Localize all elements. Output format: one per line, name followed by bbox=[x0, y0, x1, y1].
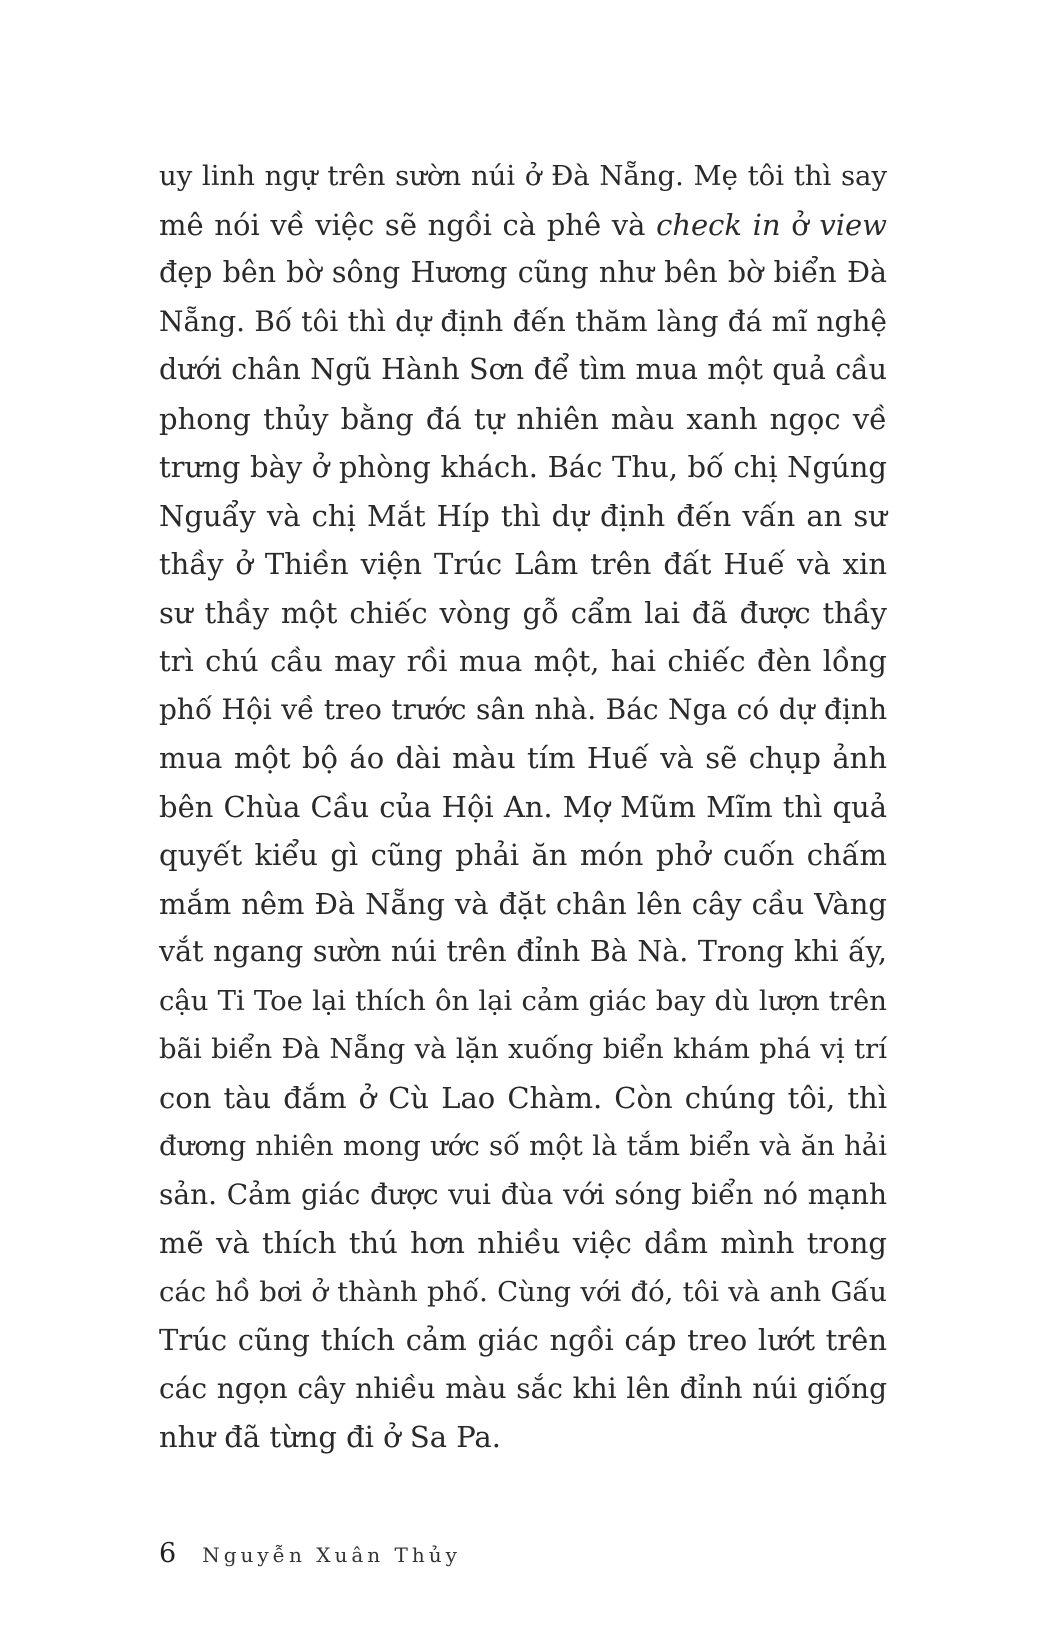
text-line: Nẵng. Bố tôi thì dự định đến thăm làng đá mĩ nghệ bbox=[159, 304, 887, 338]
page-number: 6 bbox=[159, 1538, 177, 1569]
text-line: đương nhiên mong ước số một là tắm biển và ăn hải bbox=[159, 1130, 887, 1162]
text-line: Nguẩy và chị Mắt Híp thì dự định đến vấn an sư bbox=[159, 498, 887, 533]
text-line: mắm nêm Đà Nẵng và đặt chân lên cây cầu Vàng bbox=[159, 886, 887, 921]
text-line: trưng bày ở phòng khách. Bác Thu, bố chị Ngúng bbox=[159, 450, 887, 484]
text-line: quyết kiểu gì cũng phải ăn món phở cuốn chấm bbox=[159, 838, 887, 872]
text-line: như đã từng đi ở Sa Pa. bbox=[159, 1420, 501, 1454]
text-line bbox=[159, 201, 887, 250]
text-run: ở bbox=[780, 207, 820, 242]
text-line: cậu Ti Toe lại thích ôn lại cảm giác bay dù lượn trên bbox=[159, 984, 887, 1017]
text-line: Trúc cũng thích cảm giác ngồi cáp treo lướt trên bbox=[159, 1323, 887, 1357]
text-line: thầy ở Thiền viện Trúc Lâm trên đất Huế và xin bbox=[159, 547, 887, 581]
text-line: đẹp bên bờ sông Hương cũng như bên bờ biển Đà bbox=[159, 256, 887, 289]
text-line: bên Chùa Cầu của Hội An. Mợ Mũm Mĩm thì quả bbox=[159, 789, 887, 824]
text-line: uy linh ngự trên sườn núi ở Đà Nẵng. Mẹ tôi thì say bbox=[159, 160, 887, 192]
text-line: sản. Cảm giác được vui đùa với sóng biển nó mạnh bbox=[159, 1177, 887, 1211]
text-line: các ngọn cây nhiều màu sắc khi lên đỉnh núi giống bbox=[159, 1371, 887, 1405]
text-line: phong thủy bằng đá tự nhiên màu xanh ngọc về bbox=[159, 401, 887, 436]
running-author: Nguyễn Xuân Thủy bbox=[202, 1543, 461, 1567]
text-line: mẽ và thích thú hơn nhiều việc dầm mình trong bbox=[159, 1226, 887, 1260]
text-line: bãi biển Đà Nẵng và lặn xuống biển khám phá vị trí bbox=[159, 1033, 887, 1065]
text-line: con tàu đắm ở Cù Lao Chàm. Còn chúng tôi, thì bbox=[159, 1080, 887, 1115]
text-line: phố Hội về treo trước sân nhà. Bác Nga có dự định bbox=[159, 692, 887, 726]
body-paragraph bbox=[159, 152, 887, 1462]
text-line: trì chú cầu may rồi mua một, hai chiếc đèn lồng bbox=[159, 644, 887, 678]
text-line: dưới chân Ngũ Hành Sơn để tìm mua một quả cầu bbox=[159, 353, 887, 386]
text-line: vắt ngang sườn núi trên đỉnh Bà Nà. Trong khi ấy, bbox=[159, 935, 887, 968]
page-footer bbox=[159, 1538, 461, 1578]
text-line: các hồ bơi ở thành phố. Cùng với đó, tôi và anh Gấu bbox=[159, 1275, 887, 1308]
text-line: mua một bộ áo dài màu tím Huế và sẽ chụp ảnh bbox=[159, 741, 887, 775]
italic-text: view bbox=[819, 207, 887, 242]
text-run: mê nói về việc sẽ ngồi cà phê và bbox=[159, 207, 657, 242]
italic-text: check in bbox=[656, 207, 781, 242]
text-line: sư thầy một chiếc vòng gỗ cẩm lai đã được thầy bbox=[159, 595, 887, 630]
